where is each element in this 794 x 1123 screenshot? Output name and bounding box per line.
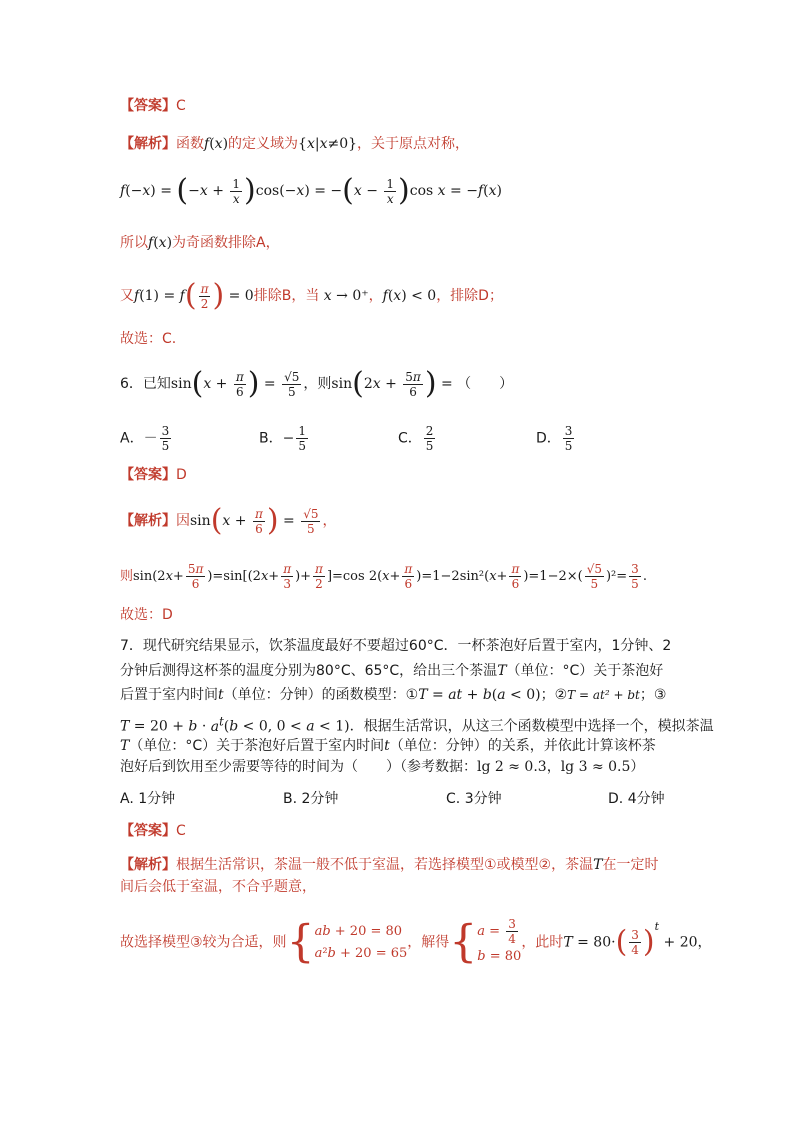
math-expr: + bbox=[268, 569, 280, 584]
math-paren-big: ) bbox=[244, 173, 256, 208]
math-model1: a bbox=[497, 687, 506, 703]
math-frac: $\frac{3}{4}$ bbox=[631, 928, 639, 957]
answer-value: D bbox=[176, 467, 187, 483]
math-model1: T bbox=[418, 687, 428, 703]
math-expr: = bbox=[278, 513, 300, 529]
math-paren-big: ) bbox=[212, 278, 225, 313]
analysis-text: 在一定时 bbox=[602, 857, 659, 873]
q7-stem-text: ；② bbox=[540, 687, 568, 703]
math-expr: · bbox=[197, 718, 211, 735]
math-expr: )=1−2sin²( bbox=[416, 569, 490, 584]
q7-stem-line2 bbox=[120, 661, 663, 681]
math-expr: + bbox=[172, 569, 184, 584]
q7-stem-text: （单位：°C）关于茶泡好后置于室内时间 bbox=[129, 738, 385, 754]
math-frac: $\frac{\pi}{6}$ bbox=[404, 562, 413, 591]
math-frac: $\frac{\pi}{3}$ bbox=[283, 562, 292, 591]
math-T: T bbox=[120, 738, 130, 754]
math-x: x bbox=[488, 183, 497, 199]
math-paren-big: ( bbox=[191, 366, 204, 401]
q7-stem-text: （单位：分钟）的函数模型：① bbox=[223, 687, 419, 703]
math-expr: + bbox=[380, 376, 402, 392]
option-label: D． bbox=[536, 430, 561, 447]
math-frac: $\frac{\pi}{2}$ bbox=[315, 562, 323, 591]
math-expr: + 20， bbox=[659, 934, 712, 951]
analysis-text: 的定义域为 bbox=[228, 136, 299, 152]
q7-stem-text: 分钟后测得这杯茶的温度分别为80°C、65°C，给出三个茶温 bbox=[120, 663, 498, 679]
math-model3: T bbox=[120, 718, 130, 735]
option-sign: − bbox=[282, 430, 295, 447]
analysis-text: ，解得 bbox=[407, 934, 450, 951]
q6-stem-text: ，则 bbox=[303, 376, 332, 392]
math-paren-big: ) bbox=[247, 366, 260, 401]
q7-analysis-line2: 间后会低于室温，不合乎题意， bbox=[120, 879, 316, 895]
math-x: x bbox=[437, 183, 446, 199]
q6-stem-text: （ ） bbox=[457, 376, 514, 392]
q7-stem-line5 bbox=[120, 736, 656, 756]
option-frac: $\frac{2}{5}$ bbox=[425, 424, 434, 453]
math-expr: = 20 + bbox=[129, 718, 189, 735]
math-expr: sin bbox=[331, 376, 353, 392]
math-system: ab + 20 = 80 a²b + 20 = 65 bbox=[314, 923, 408, 961]
q7-stem-text: 后置于室内时间 bbox=[120, 687, 218, 703]
math-expr: (− bbox=[125, 183, 143, 199]
math-expr: ) bbox=[496, 183, 502, 199]
math-expr: → 0⁺ bbox=[331, 288, 369, 304]
math-x: x bbox=[260, 569, 269, 584]
q5-analysis-line1 bbox=[120, 134, 469, 154]
math-paren-big: ( bbox=[342, 173, 354, 208]
math-set-cond: x bbox=[319, 136, 328, 152]
math-expr: + bbox=[496, 569, 508, 584]
q6-answer-line bbox=[120, 465, 187, 485]
math-paren-big: ( bbox=[176, 173, 189, 208]
math-f: f bbox=[477, 183, 484, 199]
q7-stem-text: （单位：分钟）的关系，并依此计算该杯茶 bbox=[389, 738, 656, 754]
math-expr: − bbox=[188, 183, 200, 199]
option-sign: － bbox=[143, 430, 158, 447]
analysis-tag: 【解析】 bbox=[120, 136, 176, 152]
q7-stem-text: 泡好后到饮用至少需要等待的时间为（ ）（参考数据： bbox=[120, 759, 477, 775]
math-f: f bbox=[120, 183, 126, 199]
q6-choose: 故选：D bbox=[120, 607, 173, 623]
math-expr: ( bbox=[223, 718, 230, 735]
math-paren-big: ) bbox=[266, 503, 279, 538]
math-brace: { bbox=[286, 916, 315, 968]
q7-option-c[interactable] bbox=[446, 789, 502, 809]
math-expr: ( bbox=[153, 235, 159, 251]
math-set-bar: | bbox=[314, 136, 320, 152]
math-x: x bbox=[353, 183, 362, 199]
q7-option-a[interactable] bbox=[120, 789, 175, 809]
math-expr: + bbox=[230, 513, 251, 529]
math-ref: lg 2 ≈ 0.3，lg 3 ≈ 0.5 bbox=[477, 759, 631, 775]
analysis-text: ，关于原点对称， bbox=[357, 136, 470, 152]
math-expr: + bbox=[211, 376, 232, 392]
option-label: C. bbox=[446, 791, 461, 807]
math-neq: ≠0} bbox=[327, 136, 358, 152]
math-expr: ( bbox=[387, 288, 394, 304]
math-expr: sin bbox=[190, 513, 211, 529]
math-x: x bbox=[214, 136, 223, 152]
math-frac: $\frac{√5}{5}$ bbox=[586, 562, 602, 591]
math-x: x bbox=[296, 183, 305, 199]
q5-choose: 故选：C. bbox=[120, 331, 177, 347]
math-expr: . bbox=[642, 569, 647, 584]
q6-option-b[interactable] bbox=[259, 424, 310, 453]
analysis-text: 故选择模型③较为合适，则 bbox=[120, 934, 287, 951]
math-T: T bbox=[563, 934, 573, 951]
option-frac: $\frac{3}{5}$ bbox=[161, 424, 170, 453]
math-expr: 2 bbox=[363, 376, 373, 392]
analysis-text: ，此时 bbox=[521, 934, 564, 951]
q5-formula bbox=[120, 173, 502, 208]
q7-stem-line4 bbox=[120, 711, 714, 737]
analysis-text: 则 bbox=[120, 569, 134, 584]
math-frac: $\frac{1}{x}$ bbox=[386, 176, 395, 206]
math-frac: $\frac{√5}{5}$ bbox=[284, 369, 300, 399]
option-text: 3分钟 bbox=[464, 791, 502, 807]
math-frac: $\frac{1}{x}$ bbox=[232, 176, 241, 206]
math-expr: = bbox=[259, 376, 281, 392]
analysis-tag: 【解析】 bbox=[120, 513, 176, 529]
q6-option-c[interactable] bbox=[398, 424, 437, 453]
option-text: 4分钟 bbox=[627, 791, 665, 807]
math-frac: $\frac{√5}{5}$ bbox=[303, 506, 319, 536]
math-expr: = 80· bbox=[572, 934, 616, 951]
math-expr: )=sin[(2 bbox=[207, 569, 261, 584]
math-set: { bbox=[298, 136, 307, 152]
math-expr: ) bbox=[166, 235, 173, 251]
math-paren-big: ( bbox=[615, 924, 628, 960]
math-expr: cos bbox=[409, 183, 438, 199]
q6-option-d[interactable] bbox=[536, 424, 576, 453]
q6-analysis-line2 bbox=[120, 562, 647, 591]
option-label: B． bbox=[259, 430, 283, 447]
math-paren-big: ) bbox=[424, 366, 437, 401]
option-label: D. bbox=[608, 791, 624, 807]
option-label: A. bbox=[120, 791, 134, 807]
q7-stem-line3 bbox=[120, 685, 666, 705]
math-f: f bbox=[148, 235, 154, 251]
math-exp: t bbox=[654, 920, 660, 933]
math-f: f bbox=[382, 288, 388, 304]
line3-text: 排除B，当 bbox=[253, 288, 320, 304]
conclusion-text: 为奇函数排除A， bbox=[172, 235, 280, 251]
math-paren-big: ) bbox=[398, 173, 410, 208]
math-expr: ， bbox=[322, 513, 337, 529]
q7-option-b[interactable] bbox=[283, 789, 338, 809]
math-expr: )²= bbox=[605, 569, 628, 584]
option-frac: $\frac{1}{5}$ bbox=[298, 424, 306, 453]
math-frac: $\frac{\pi}{6}$ bbox=[511, 562, 520, 591]
math-x: x bbox=[382, 569, 390, 584]
q7-stem-text: （单位：°C）关于茶泡好 bbox=[506, 663, 664, 679]
math-brace: { bbox=[449, 916, 478, 968]
analysis-text: 根据生活常识，茶温一般不低于室温，若选择模型①或模型②，茶温 bbox=[176, 857, 594, 873]
math-x: x bbox=[203, 376, 212, 392]
math-frac: $\frac{\pi}{6}$ bbox=[235, 369, 244, 399]
math-model1: at bbox=[448, 687, 463, 703]
q7-stem-text: ；③ bbox=[639, 687, 667, 703]
q5-line3 bbox=[120, 278, 503, 313]
math-frac: $\frac{5\pi}{6}$ bbox=[405, 369, 421, 399]
math-x: x bbox=[165, 569, 173, 584]
math-paren-big: ( bbox=[184, 278, 197, 313]
q7-stem-text: ．根据生活常识，从这三个函数模型中选择一个，模拟茶温 bbox=[349, 718, 714, 735]
math-expr: < 0, 0 < bbox=[238, 718, 307, 735]
math-expr: = bbox=[427, 687, 449, 703]
q7-analysis-line1 bbox=[120, 855, 658, 875]
conclusion-text: 所以 bbox=[120, 235, 148, 251]
math-solution: a = $\frac{3}{4}$ b = 80 bbox=[477, 917, 522, 964]
math-x: x bbox=[319, 288, 332, 304]
math-set-x: x bbox=[306, 136, 315, 152]
math-expr: + bbox=[207, 183, 229, 199]
math-x: x bbox=[142, 183, 151, 199]
math-frac: $\frac{\pi}{6}$ bbox=[254, 506, 263, 536]
answer-tag: 【答案】 bbox=[120, 98, 176, 114]
q7-option-d[interactable] bbox=[608, 789, 665, 809]
q7-stem-text: ） bbox=[630, 759, 645, 775]
math-frac: $\frac{5\pi}{6}$ bbox=[187, 562, 204, 591]
math-expr: = − bbox=[445, 183, 478, 199]
math-frac: $\frac{\pi}{2}$ bbox=[200, 281, 209, 311]
math-model1: b bbox=[482, 687, 492, 703]
option-text: 1分钟 bbox=[138, 791, 176, 807]
math-x: x bbox=[158, 235, 167, 251]
math-T: T bbox=[497, 663, 507, 679]
answer-tag: 【答案】 bbox=[120, 823, 176, 839]
math-paren: ( bbox=[209, 136, 215, 152]
math-t: t bbox=[218, 687, 224, 703]
math-paren-big: ( bbox=[210, 503, 223, 538]
q7-stem-line6 bbox=[120, 757, 644, 777]
math-expr: − bbox=[361, 183, 383, 199]
math-paren-big: ) bbox=[642, 924, 655, 960]
math-x: x bbox=[199, 183, 208, 199]
line3-text: ，排除D； bbox=[436, 288, 503, 304]
math-expr: cos(− bbox=[255, 183, 297, 199]
math-model3: b bbox=[229, 718, 239, 735]
math-t: t bbox=[384, 738, 390, 754]
q5-answer-line bbox=[120, 96, 186, 116]
q7-answer-line bbox=[120, 821, 186, 841]
math-expr: ) < 0 bbox=[401, 288, 437, 304]
analysis-text: 因 bbox=[176, 513, 190, 529]
math-expr: )+ bbox=[295, 569, 312, 584]
q6-option-a[interactable] bbox=[120, 424, 173, 453]
math-f: f bbox=[134, 288, 140, 304]
math-x: x bbox=[393, 288, 402, 304]
analysis-text: 函数 bbox=[176, 136, 204, 152]
math-expr: = bbox=[436, 376, 458, 392]
q7-analysis-line3 bbox=[120, 917, 712, 967]
math-expr: = 0 bbox=[224, 288, 254, 304]
answer-value: C bbox=[176, 823, 186, 839]
math-T: T bbox=[593, 857, 603, 873]
math-x: x bbox=[489, 569, 497, 584]
analysis-tag: 【解析】 bbox=[120, 857, 176, 873]
math-expr: ]=cos 2( bbox=[326, 569, 383, 584]
math-expr: + bbox=[462, 687, 483, 703]
math-expr: ( bbox=[483, 183, 489, 199]
math-x: x bbox=[222, 513, 231, 529]
math-paren: ) bbox=[222, 136, 229, 152]
answer-value: C bbox=[176, 98, 186, 114]
q5-conclusion bbox=[120, 233, 280, 253]
option-label: C． bbox=[398, 430, 422, 447]
math-expr: ) = bbox=[150, 183, 177, 199]
math-paren-big: ( bbox=[352, 366, 364, 401]
math-expr: < 0) bbox=[505, 687, 541, 703]
option-text: 2分钟 bbox=[301, 791, 339, 807]
math-frac: $\frac{3}{5}$ bbox=[631, 562, 639, 591]
math-expr: (1) = bbox=[139, 288, 180, 304]
math-f: f bbox=[179, 288, 185, 304]
option-label: B. bbox=[283, 791, 298, 807]
math-expr: sin(2 bbox=[133, 569, 166, 584]
q6-stem-text: 6．已知 bbox=[120, 376, 171, 392]
line3-text: ， bbox=[368, 288, 383, 304]
q7-stem-line1: 7．现代研究结果显示，饮茶温度最好不要超过60°C．一杯茶泡好后置于室内，1分钟、2 bbox=[120, 638, 672, 654]
math-x: x bbox=[372, 376, 381, 392]
math-fx: f bbox=[204, 136, 210, 152]
math-expr: ) = − bbox=[304, 183, 343, 199]
q6-analysis-line1 bbox=[120, 503, 337, 538]
math-model3: $a^t$ bbox=[210, 714, 224, 735]
math-expr: ( bbox=[491, 687, 498, 703]
math-expr: )=1−2×( bbox=[523, 569, 583, 584]
option-label: A． bbox=[120, 430, 144, 447]
math-expr: sin bbox=[170, 376, 192, 392]
math-expr: < 1) bbox=[314, 718, 350, 735]
q6-stem bbox=[120, 366, 514, 401]
math-model3: a bbox=[306, 718, 315, 735]
option-frac: $\frac{3}{5}$ bbox=[564, 424, 573, 453]
answer-tag: 【答案】 bbox=[120, 467, 176, 483]
math-model2: T = at² + bt bbox=[567, 688, 640, 702]
line3-text: 又 bbox=[120, 288, 134, 304]
math-model3: b bbox=[188, 718, 198, 735]
math-expr: + bbox=[389, 569, 401, 584]
